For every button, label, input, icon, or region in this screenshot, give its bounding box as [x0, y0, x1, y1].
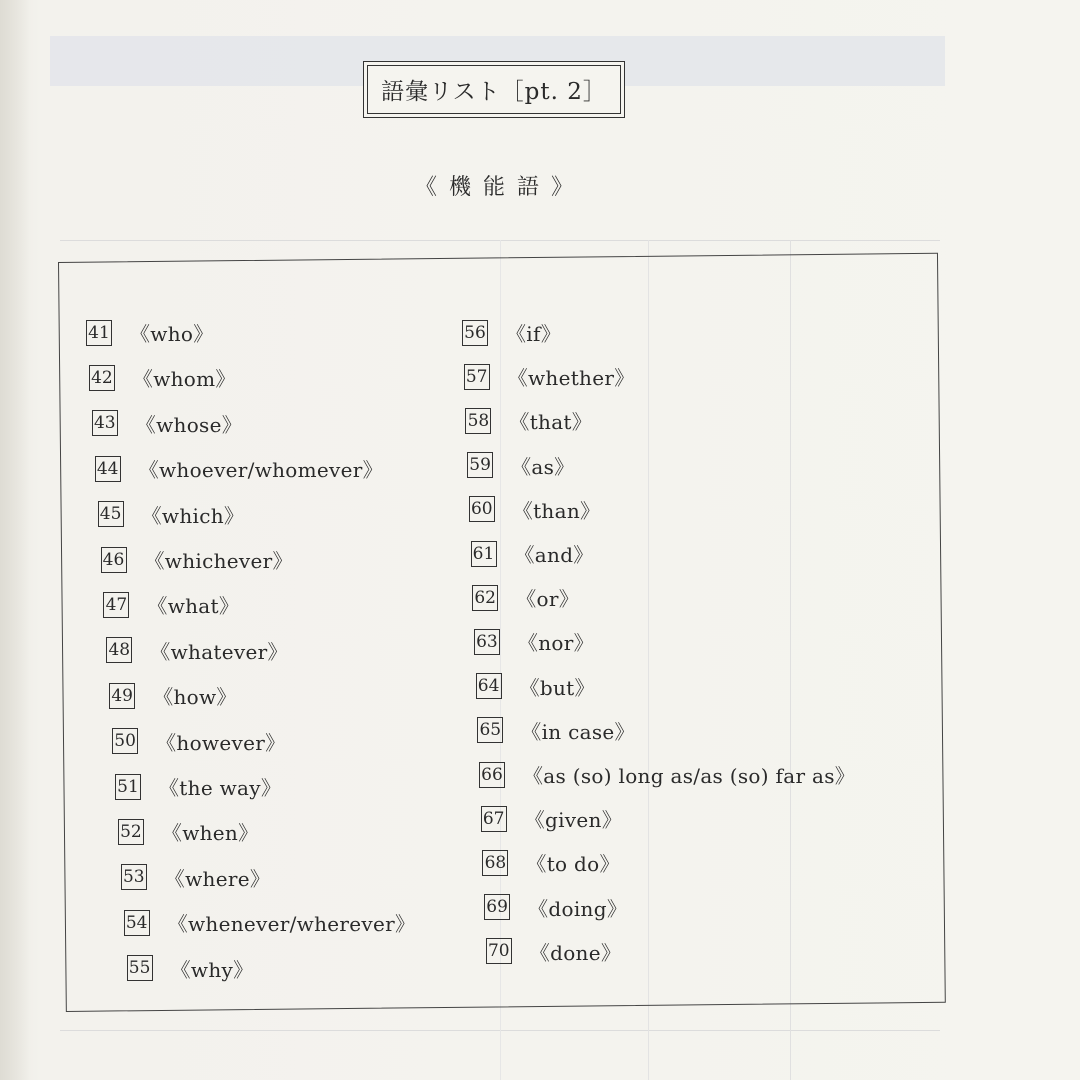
item-number-box: 49	[109, 683, 135, 709]
item-number-box: 43	[92, 410, 118, 436]
item-word: 《nor》	[517, 631, 594, 656]
item-number-box: 46	[101, 547, 127, 573]
item-number-box: 57	[464, 364, 490, 390]
item-word: 《whoever/whomever》	[138, 458, 383, 483]
item-number-box: 48	[106, 637, 132, 663]
vocab-item	[484, 893, 627, 922]
item-number-box: 53	[121, 864, 147, 890]
title-box	[363, 61, 625, 118]
item-word: 《in case》	[521, 719, 635, 744]
binding-shadow	[0, 0, 30, 1080]
item-number-box: 44	[95, 456, 121, 482]
item-word: 《how》	[153, 685, 237, 710]
item-number-box: 70	[486, 938, 512, 964]
item-word: 《whom》	[132, 367, 236, 392]
item-number-box: 67	[481, 806, 507, 832]
vocab-item	[98, 500, 245, 529]
vocab-item	[486, 937, 621, 966]
vocab-item	[465, 406, 592, 435]
vocab-item	[86, 318, 214, 347]
item-word: 《as (so) long as/as (so) far as》	[523, 764, 856, 788]
vocab-item	[476, 672, 595, 701]
item-number-box: 69	[484, 894, 510, 920]
vocab-item	[92, 409, 242, 438]
item-word: 《whichever》	[144, 549, 293, 573]
item-word: 《why》	[170, 957, 254, 982]
item-number-box: 42	[89, 365, 115, 391]
item-word: 《as》	[511, 454, 575, 479]
vocab-item	[115, 772, 281, 801]
item-number-box: 58	[465, 408, 491, 434]
vocab-item	[101, 545, 293, 574]
item-number-box: 55	[127, 955, 153, 981]
item-word: 《whatever》	[150, 639, 288, 664]
item-number-box: 47	[103, 592, 129, 618]
item-word: 《where》	[164, 866, 271, 891]
item-number-box: 68	[482, 850, 508, 876]
vocab-item	[477, 716, 635, 745]
item-word: 《whenever/wherever》	[167, 912, 416, 937]
item-word: 《that》	[509, 410, 593, 435]
item-word: 《than》	[512, 498, 601, 523]
item-number-box: 41	[86, 320, 112, 346]
page-title: 語彙リスト［pt. 2］	[367, 65, 621, 114]
vocab-item	[124, 908, 416, 937]
vocab-item	[482, 848, 619, 877]
item-word: 《whether》	[507, 366, 635, 391]
vocab-item	[471, 539, 594, 568]
item-number-box: 51	[115, 774, 141, 800]
vocab-item	[462, 318, 561, 347]
item-number-box: 50	[112, 728, 138, 754]
vocab-item	[469, 495, 601, 524]
vocab-item	[95, 454, 383, 483]
item-number-box: 60	[469, 496, 495, 522]
item-word: 《what》	[147, 594, 240, 619]
item-word: 《if》	[506, 322, 561, 346]
item-word: 《but》	[519, 675, 595, 700]
item-number-box: 61	[471, 541, 497, 567]
item-word: 《whose》	[135, 412, 243, 437]
item-number-box: 63	[474, 629, 500, 655]
item-word: 《done》	[529, 940, 622, 965]
item-number-box: 54	[124, 910, 150, 936]
vocab-item	[472, 583, 579, 612]
item-word: 《however》	[156, 730, 286, 755]
vocab-item	[127, 954, 254, 983]
vocab-item	[464, 362, 635, 391]
item-number-box: 66	[479, 762, 505, 788]
item-word: 《given》	[524, 808, 623, 833]
item-number-box: 62	[472, 585, 498, 611]
vocab-item	[479, 760, 855, 789]
item-number-box: 59	[467, 452, 493, 478]
vocab-item	[106, 636, 288, 665]
vocab-item	[118, 817, 259, 846]
item-word: 《to do》	[526, 852, 620, 877]
vocab-item	[89, 363, 236, 392]
item-word: 《or》	[516, 587, 579, 612]
vocab-item	[474, 627, 594, 656]
item-word: 《who》	[130, 322, 214, 346]
vocab-item	[481, 804, 622, 833]
item-number-box: 65	[477, 717, 503, 743]
item-word: 《doing》	[528, 896, 628, 921]
item-word: 《the way》	[159, 776, 282, 800]
item-number-box: 52	[118, 819, 144, 845]
item-word: 《when》	[161, 821, 259, 846]
section-subtitle: 《機能語》	[414, 175, 585, 200]
item-word: 《which》	[141, 503, 245, 528]
item-number-box: 45	[98, 501, 124, 527]
vocab-item	[112, 727, 285, 756]
item-word: 《and》	[514, 543, 594, 567]
vocab-item	[121, 863, 270, 892]
vocab-item	[467, 451, 574, 480]
vocab-item	[109, 681, 237, 710]
item-number-box: 64	[476, 673, 502, 699]
item-number-box: 56	[462, 320, 488, 346]
vocab-item	[103, 590, 239, 619]
